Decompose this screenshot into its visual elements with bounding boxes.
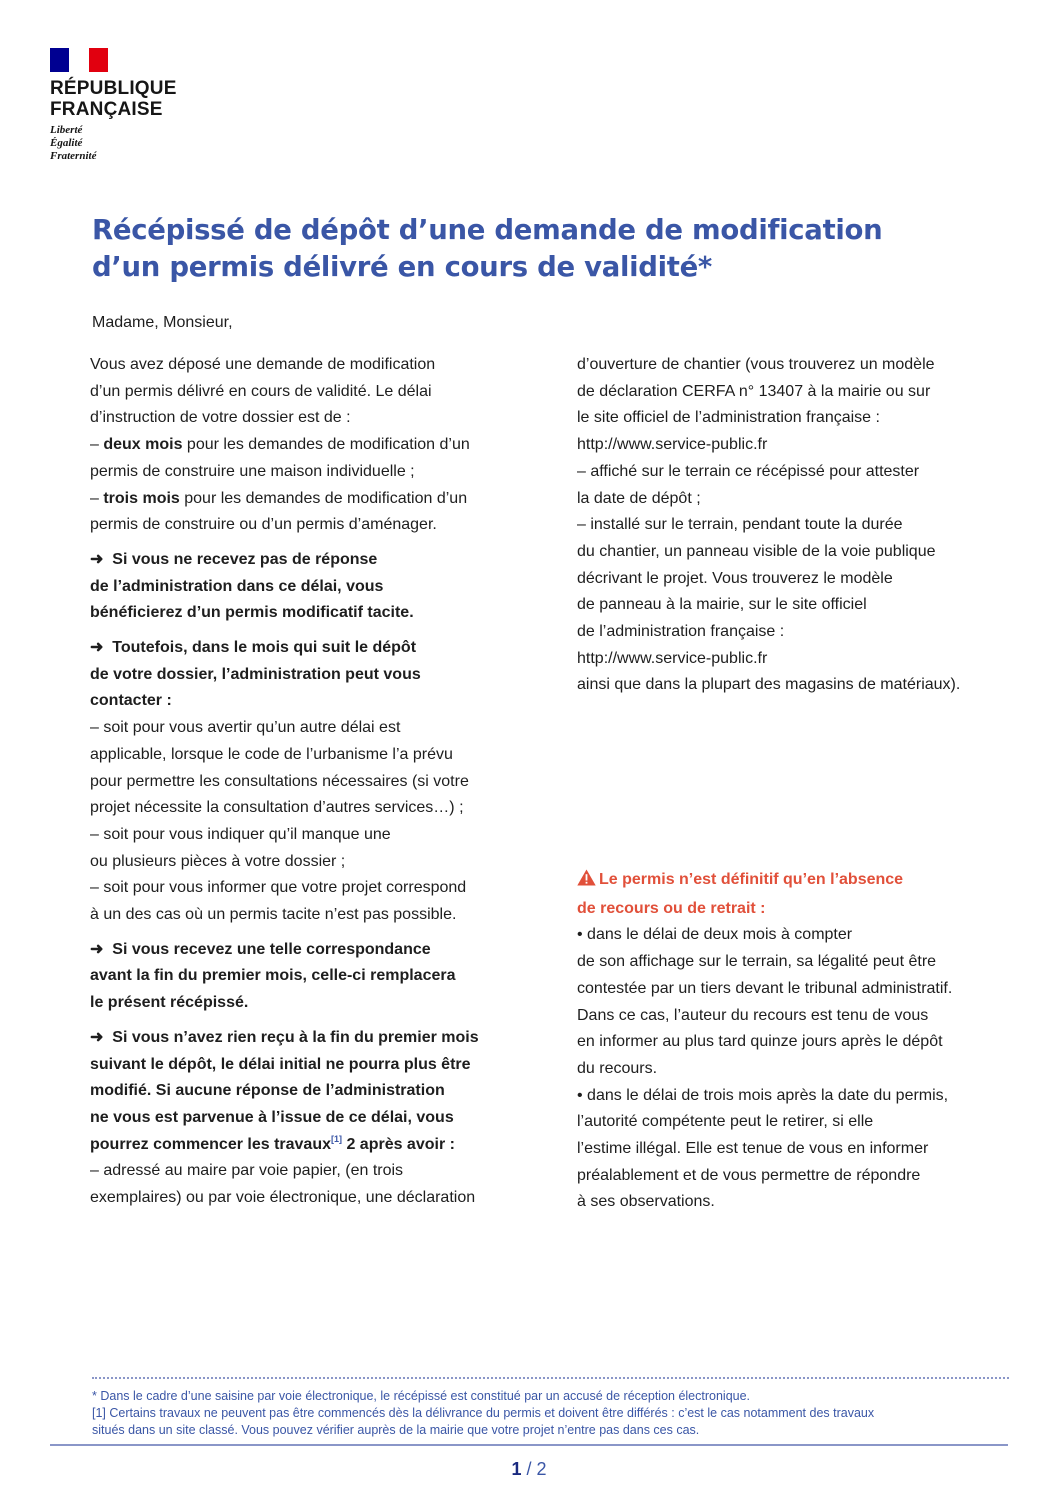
arrow-right-icon: ➜ [90, 639, 104, 657]
page-number: 1 / 2 [511, 1459, 547, 1479]
warning-block [577, 867, 1017, 1216]
footer-divider [50, 1444, 1008, 1446]
start-works-paragraph: ➜ Si vous n’avez rien reçu à la fin du premier mois suivant le dépôt, le délai initial ne pourra plus être modifié. Si aucune réponse de l’administration ne vous est parvenue à l’issue de ce délai, vous pourrez commencer les travaux[1] 2 après avoir : – adressé au maire par voie papier, (en trois exemplaires) ou par voie électronique, une déclaration [90, 1028, 479, 1207]
footnote-star: * Dans le cadre d’une saisine par voie électronique, le récépissé est constitué par un accusé de réception électronique. [92, 1389, 751, 1403]
warning-title: Le permis n’est définitif qu’en l’absence de recours ou de retrait : [577, 871, 904, 917]
continuation-paragraph: d’ouverture de chantier (vous trouverez un modèle de déclaration CERFA n° 13407 à la mairie ou sur le site officiel de l’administration française : http://www.service-public.fr – affiché sur le terrain ce récépissé pour attester la date de dépôt ; – installé sur le terrain, pendant toute la durée du chantier, un panneau visible de la voie publique décrivant le projet. Vous trouverez le modèle de panneau à la mairie, sur le site officiel de l’administration française : http://www.service-public.fr ainsi que dans la plupart des magasins de matériaux). [577, 356, 961, 694]
service-public-link[interactable]: http://www.service-public.fr [577, 649, 768, 667]
right-column [577, 352, 1017, 699]
arrow-right-icon: ➜ [90, 550, 104, 568]
replacement-paragraph: ➜ Si vous recevez une telle correspondance avant la fin du premier mois, celle-ci remplacera le présent récépissé. [90, 940, 456, 1012]
page-title: Récépissé de dépôt d’une demande de modification d’un permis délivré en cours de validité* [92, 214, 883, 283]
warning-body: • dans le délai de deux mois à compter de son affichage sur le terrain, sa légalité peut être contestée par un tiers devant le tribunal administratif. Dans ce cas, l’auteur du recours est tenu de vous en informer au plus tard quinze jours après le dépôt du recours. • dans le délai de trois mois après la date du permis, l’autorité compétente peut le retirer, si elle l’estime illégal. Elle est tenue de vous en informer préalablement et de vous permettre de répondre à ses observations. [577, 926, 953, 1211]
left-column [90, 352, 540, 1212]
intro-paragraph: Vous avez déposé une demande de modification d’un permis délivré en cours de validité. Le délai d’instruction de votre dossier est de : – deux mois pour les demandes de modification d’un permis de construire une maison individuelle ; – trois mois pour les demandes de modification d’un permis de construire ou d’un permis d’aménager. [90, 356, 470, 534]
warning-icon [577, 869, 596, 896]
footnotes [92, 1388, 1009, 1439]
service-public-link[interactable]: http://www.service-public.fr [577, 436, 768, 454]
republique-francaise-logo [50, 48, 177, 163]
arrow-right-icon: ➜ [90, 940, 104, 958]
tacit-permit-paragraph: ➜ Si vous ne recevez pas de réponse de l’administration dans ce délai, vous bénéficierez d’un permis modificatif tacite. [90, 550, 414, 622]
arrow-right-icon: ➜ [90, 1028, 104, 1046]
footnote-1: [1] Certains travaux ne peuvent pas être commencés dès la délivrance du permis et doivent être différés : c’est le cas notamment des travaux situés dans un site classé. Vous pouvez vérifier auprès de la mairie que votre projet n’entre pas dans ces cas. [92, 1406, 875, 1437]
greeting: Madame, Monsieur, [92, 314, 233, 331]
footnote-divider [92, 1377, 1009, 1379]
flag-icon [50, 48, 108, 72]
motto: Liberté Égalité Fraternité [50, 124, 97, 162]
contact-paragraph: ➜ Toutefois, dans le mois qui suit le dépôt de votre dossier, l’administration peut vous contacter : – soit pour vous avertir qu’un autre délai est applicable, lorsque le code de l’urbanisme l’a prévu pour permettre les consultations nécessaires (si votre projet nécessite la consultation d’autres services…) ; – soit pour vous indiquer qu’il manque une ou plusieurs pièces à votre dossier ; – soit pour vous informer que votre projet correspond à un des cas où un permis tacite n’est pas possible. [90, 639, 469, 924]
footnote-ref[interactable]: [1] [331, 1133, 342, 1144]
org-name: RÉPUBLIQUE FRANÇAISE [50, 78, 177, 120]
